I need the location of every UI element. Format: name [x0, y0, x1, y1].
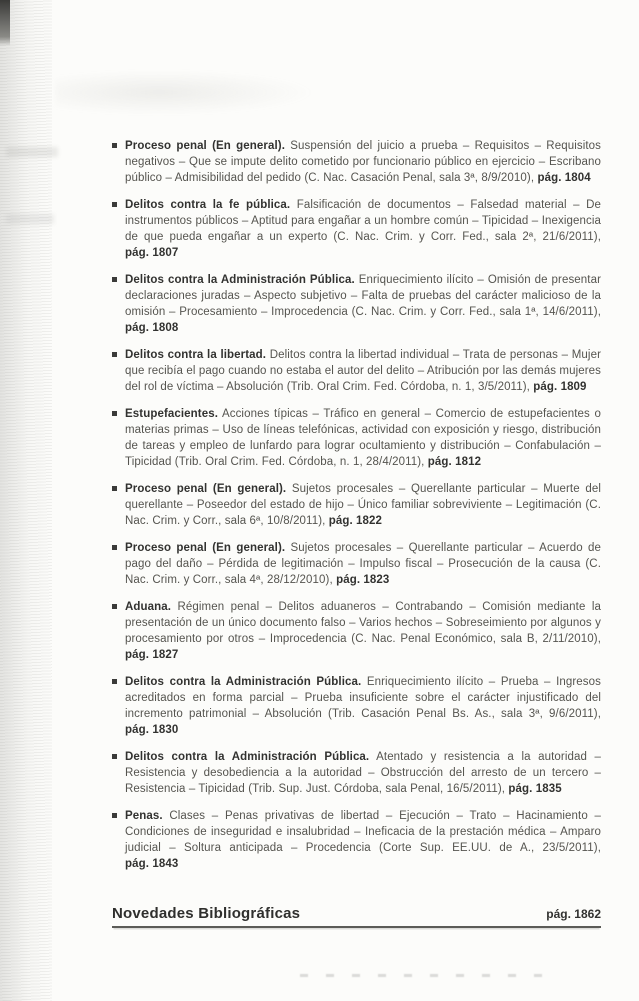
entry-page-ref: pág. 1823 [336, 574, 390, 586]
entry-page-ref: pág. 1822 [328, 515, 383, 527]
toc-entry [125, 808, 601, 872]
toc-list [112, 138, 601, 928]
entry-body: Enriquecimiento ilícito – Omisión de presentar declaraciones juradas – Aspecto subjetivo – Falta de pruebas del carácter malicioso de la omisión – Procesamiento – Improcedencia (C. Nac. Crim. y Corr. Fed., sala 1ª, 14/6/2011), [125, 274, 602, 318]
entry-title: Proceso penal (En general). [125, 483, 287, 495]
entry-title: Proceso penal (En general). [125, 140, 285, 152]
bullet-square-icon [112, 486, 117, 491]
entry-page-ref: pág. 1843 [125, 858, 179, 870]
section-page-ref: pág. 1862 [546, 907, 601, 921]
entry-body: Delitos contra la libertad individual – Trata de personas – Mujer que recibía el pago cuando no estaba el autor del delito – Atribución por las demás mujeres del rol de víctima – Absolución (Trib. Oral Crim. Fed. Córdoba, n. 1, 3/5/2011), [125, 349, 601, 393]
section-footer [112, 905, 601, 928]
bullet-square-icon [112, 545, 117, 550]
bullet-square-icon [112, 813, 117, 818]
entry-body: Enriquecimiento ilícito – Prueba – Ingresos acreditados en forma parcial – Prueba insuficiente sobre el carácter injustificado del incremento patrimonial – Absolución (Trib. Casación Penal Bs. As., sala 3ª, 9/6/2011), [125, 676, 601, 720]
bullet-square-icon [112, 604, 117, 609]
bullet-square-icon [112, 277, 117, 282]
toc-entry [125, 197, 601, 261]
entry-title: Proceso penal (En general). [125, 542, 286, 554]
toc-item [112, 138, 601, 186]
toc-item [112, 599, 601, 663]
toc-item [112, 808, 601, 872]
bullet-square-icon [112, 679, 117, 684]
toc-entry [125, 347, 601, 395]
entry-body: Sujetos procesales – Querellante particular – Acuerdo de pago del daño – Pérdida de legitimación – Impulso fiscal – Prosecución de la causa (C. Nac. Crim. y Corr., sala 4ª, 28/12/2010), [125, 542, 602, 586]
toc-entry [125, 406, 601, 470]
entry-body: Atentado y resistencia a la autoridad – Resistencia y desobediencia a la autoridad – Obstrucción del arresto de un tercero – Resistencia – Tipicidad (Trib. Sup. Just. Córdoba, sala Penal, 16/5/2011), [125, 751, 601, 795]
entry-title: Penas. [125, 810, 163, 822]
scan-edge-texture [0, 0, 52, 1001]
toc-entry [125, 540, 601, 588]
entry-title: Delitos contra la Administración Pública. [125, 274, 355, 286]
entry-page-ref: pág. 1808 [125, 322, 179, 334]
entry-title: Delitos contra la Administración Pública. [125, 676, 362, 688]
entry-page-ref: pág. 1812 [427, 456, 482, 468]
toc-entry [125, 481, 601, 529]
toc-entry [125, 138, 601, 186]
entry-body: Clases – Penas privativas de libertad – Ejecución – Trato – Hacinamiento – Condiciones de inseguridad e insalubridad – Ineficacia de la prestación médica – Amparo judicial – Soltura anticipada – Procedencia (Corte Sup. EE.UU. de A., 23/5/2011), [125, 810, 601, 854]
entry-page-ref: pág. 1827 [125, 649, 179, 661]
bullet-square-icon [112, 202, 117, 207]
entry-title: Delitos contra la libertad. [125, 349, 267, 361]
scan-speck-artifact [300, 974, 560, 977]
entry-page-ref: pág. 1807 [125, 247, 179, 259]
entry-body: Régimen penal – Delitos aduaneros – Contrabando – Comisión mediante la presentación de un único documento falso – Varios hechos – Sobreseimiento por algunos y procesamiento por otros – Improcedencia (C. Nac. Penal Económico, sala B, 2/11/2010), [125, 601, 601, 645]
ink-bleed-artifact [6, 147, 58, 157]
ink-bleed-artifact [6, 214, 54, 224]
ink-bleed-artifact [55, 70, 315, 115]
bullet-square-icon [112, 143, 117, 148]
bullet-square-icon [112, 411, 117, 416]
toc-item [112, 481, 601, 529]
entry-page-ref: pág. 1809 [533, 381, 587, 393]
entry-body: Acciones típicas – Tráfico en general – Comercio de estupefacientes o materias primas – Uso de líneas telefónicas, actividad con exposición y riesgo, distribución de tareas y empleo de lunfardo para lograr ocultamiento y distribución – Confabulación – Tipicidad (Trib. Oral Crim. Fed. Córdoba, n. 1, 28/4/2011), [125, 408, 601, 468]
entry-page-ref: pág. 1830 [125, 724, 179, 736]
entry-title: Delitos contra la fe pública. [125, 199, 291, 211]
toc-entry [125, 749, 601, 797]
toc-entry [125, 599, 601, 663]
entry-page-ref: pág. 1835 [508, 783, 562, 795]
toc-item [112, 406, 601, 470]
bullet-square-icon [112, 754, 117, 759]
scan-corner-artifact [0, 0, 10, 46]
toc-entry [125, 674, 601, 738]
bullet-square-icon [112, 352, 117, 357]
toc-item [112, 749, 601, 797]
entry-title: Delitos contra la Administración Pública. [125, 751, 370, 763]
toc-item [112, 674, 601, 738]
entry-title: Aduana. [125, 601, 172, 613]
toc-entry [125, 272, 601, 336]
toc-item [112, 197, 601, 261]
entry-title: Estupefacientes. [125, 408, 218, 420]
toc-item [112, 540, 601, 588]
entry-body: Suspensión del juicio a prueba – Requisitos – Requisitos negativos – Que se impute delito cometido por funcionario público en ejercicio – Escribano público – Admisibilidad del pedido (C. Nac. Casación Penal, sala 3ª, 8/9/2010), [125, 140, 601, 184]
toc-item [112, 347, 601, 395]
entry-body: Falsificación de documentos – Falsedad material – De instrumentos públicos – Aptitud para engañar a un hombre común – Tipicidad – Inexigencia de que pueda engañar a un experto (C. Nac. Crim. y Corr. Fed., sala 2ª, 21/6/2011), [125, 199, 602, 243]
toc-item [112, 272, 601, 336]
section-heading: Novedades Bibliográficas [112, 905, 301, 922]
entry-body: Sujetos procesales – Querellante particular – Muerte del querellante – Poseedor del estado de hijo – Único familiar sobreviviente – Legitimación (C. Nac. Crim. y Corr., sala 6ª, 10/8/2011), [125, 483, 601, 527]
entry-page-ref: pág. 1804 [537, 172, 591, 184]
